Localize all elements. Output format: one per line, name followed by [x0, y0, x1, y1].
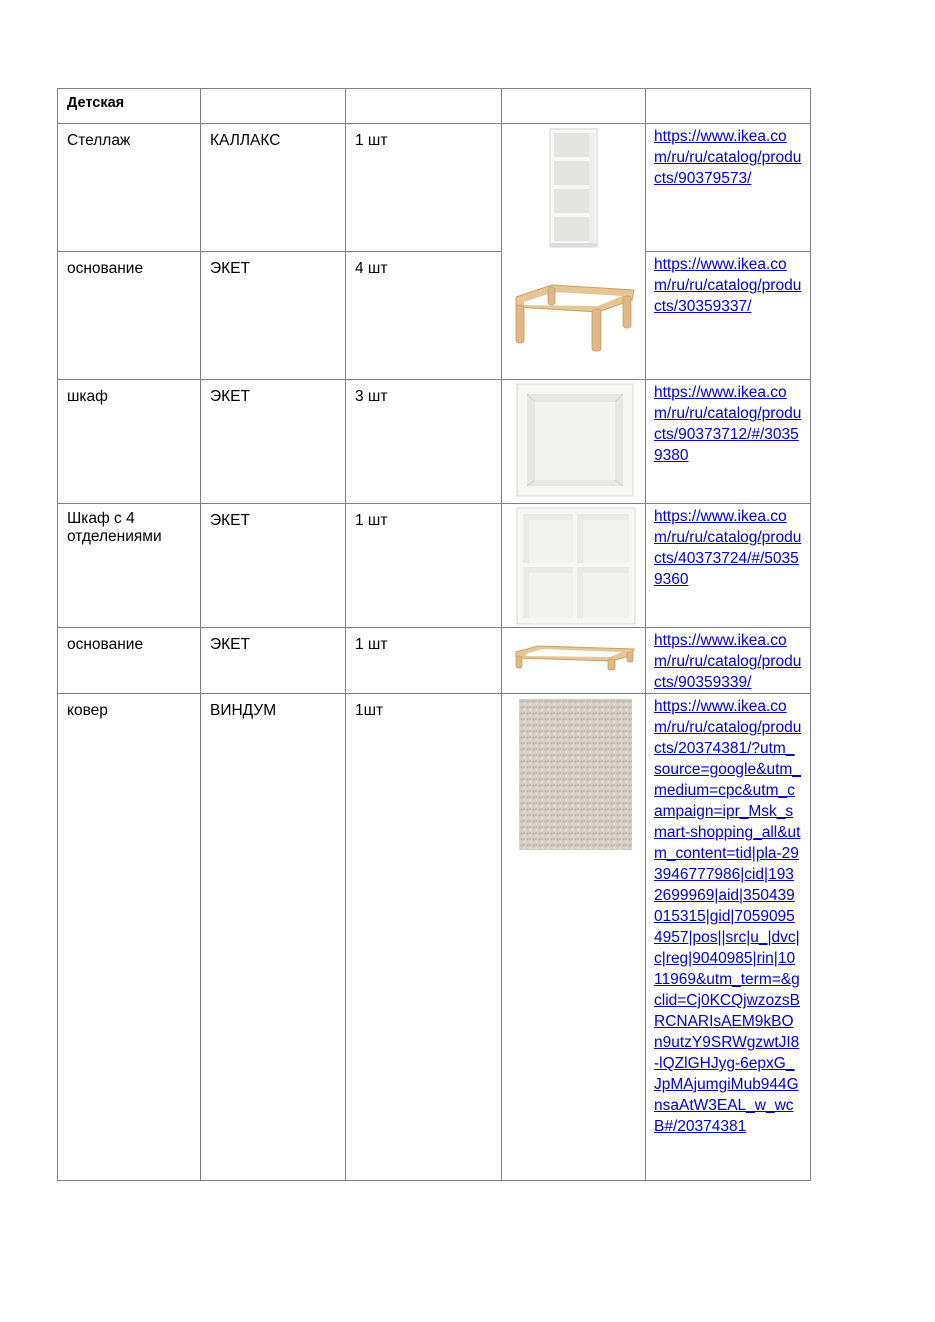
- room-title: Детская: [67, 95, 125, 111]
- item-name: ковер: [67, 702, 108, 719]
- eket-cube-image: [502, 380, 645, 503]
- empty-cell: [201, 89, 346, 124]
- item-qty: 1 шт: [355, 636, 388, 653]
- eket-four-compartment-image: [502, 504, 645, 627]
- item-name: Стеллаж: [67, 132, 131, 149]
- item-model: ЭКЕТ: [210, 260, 250, 277]
- item-qty: 1 шт: [355, 132, 388, 149]
- kallax-shelf-image: [502, 124, 645, 251]
- product-link[interactable]: https://www.ikea.com/ru/ru/catalog/products/90373712/#/30359380: [654, 384, 802, 464]
- shopping-table: [57, 88, 811, 1181]
- item-model: КАЛЛАКС: [210, 132, 281, 149]
- item-name: Шкаф с 4 отделениями: [67, 510, 162, 545]
- product-image-cell: [502, 628, 646, 694]
- empty-cell: [502, 89, 646, 124]
- item-model: ЭКЕТ: [210, 636, 250, 653]
- eket-base-legs-image: [502, 252, 645, 379]
- product-link[interactable]: https://www.ikea.com/ru/ru/catalog/products/90379573/: [654, 128, 802, 187]
- product-link[interactable]: https://www.ikea.com/ru/ru/catalog/products/20374381/?utm_source=google&utm_medium=cpc&utm_campaign=ipr_Msk_smart-shopping_all&utm_content=tid|pla-293946777986|cid|1932699969|aid|350439015315|gid|70590954957|pos||src|u_|dvc|c|reg|9040985|rin|1011969&utm_term=&gclid=Cj0KCQjwzozsBRCNARIsAEM9kBOn9utzY9SRWgzwtJI8-lQZlGHJyg-6epxG_JpMAjumgiMub944GnsaAtW3EAL_w_wcB#/20374381: [654, 698, 802, 1135]
- empty-cell: [646, 89, 811, 124]
- vindum-rug-image: [502, 694, 645, 854]
- table-header-row: [58, 89, 811, 124]
- item-name: основание: [67, 636, 144, 653]
- item-model: ВИНДУМ: [210, 702, 277, 719]
- item-qty: 3 шт: [355, 388, 388, 405]
- product-link[interactable]: https://www.ikea.com/ru/ru/catalog/products/40373724/#/50359360: [654, 508, 802, 588]
- table-row: [58, 504, 811, 628]
- table-row: [58, 380, 811, 504]
- product-image-cell: [502, 694, 646, 1181]
- item-model: ЭКЕТ: [210, 512, 250, 529]
- table-row: [58, 124, 811, 252]
- item-name: основание: [67, 260, 144, 277]
- item-qty: 4 шт: [355, 260, 388, 277]
- table-row: [58, 694, 811, 1181]
- product-image-cell: [502, 504, 646, 628]
- table-row: [58, 628, 811, 694]
- product-link[interactable]: https://www.ikea.com/ru/ru/catalog/products/90359339/: [654, 632, 802, 691]
- item-qty: 1 шт: [355, 512, 388, 529]
- item-model: ЭКЕТ: [210, 388, 250, 405]
- product-image-cell: [502, 252, 646, 380]
- eket-base-flat-image: [502, 628, 645, 691]
- item-qty: 1шт: [355, 702, 384, 719]
- product-image-cell: [502, 380, 646, 504]
- product-image-cell: [502, 124, 646, 252]
- table-row: [58, 252, 811, 380]
- empty-cell: [346, 89, 502, 124]
- item-name: шкаф: [67, 388, 108, 405]
- product-link[interactable]: https://www.ikea.com/ru/ru/catalog/products/30359337/: [654, 256, 802, 315]
